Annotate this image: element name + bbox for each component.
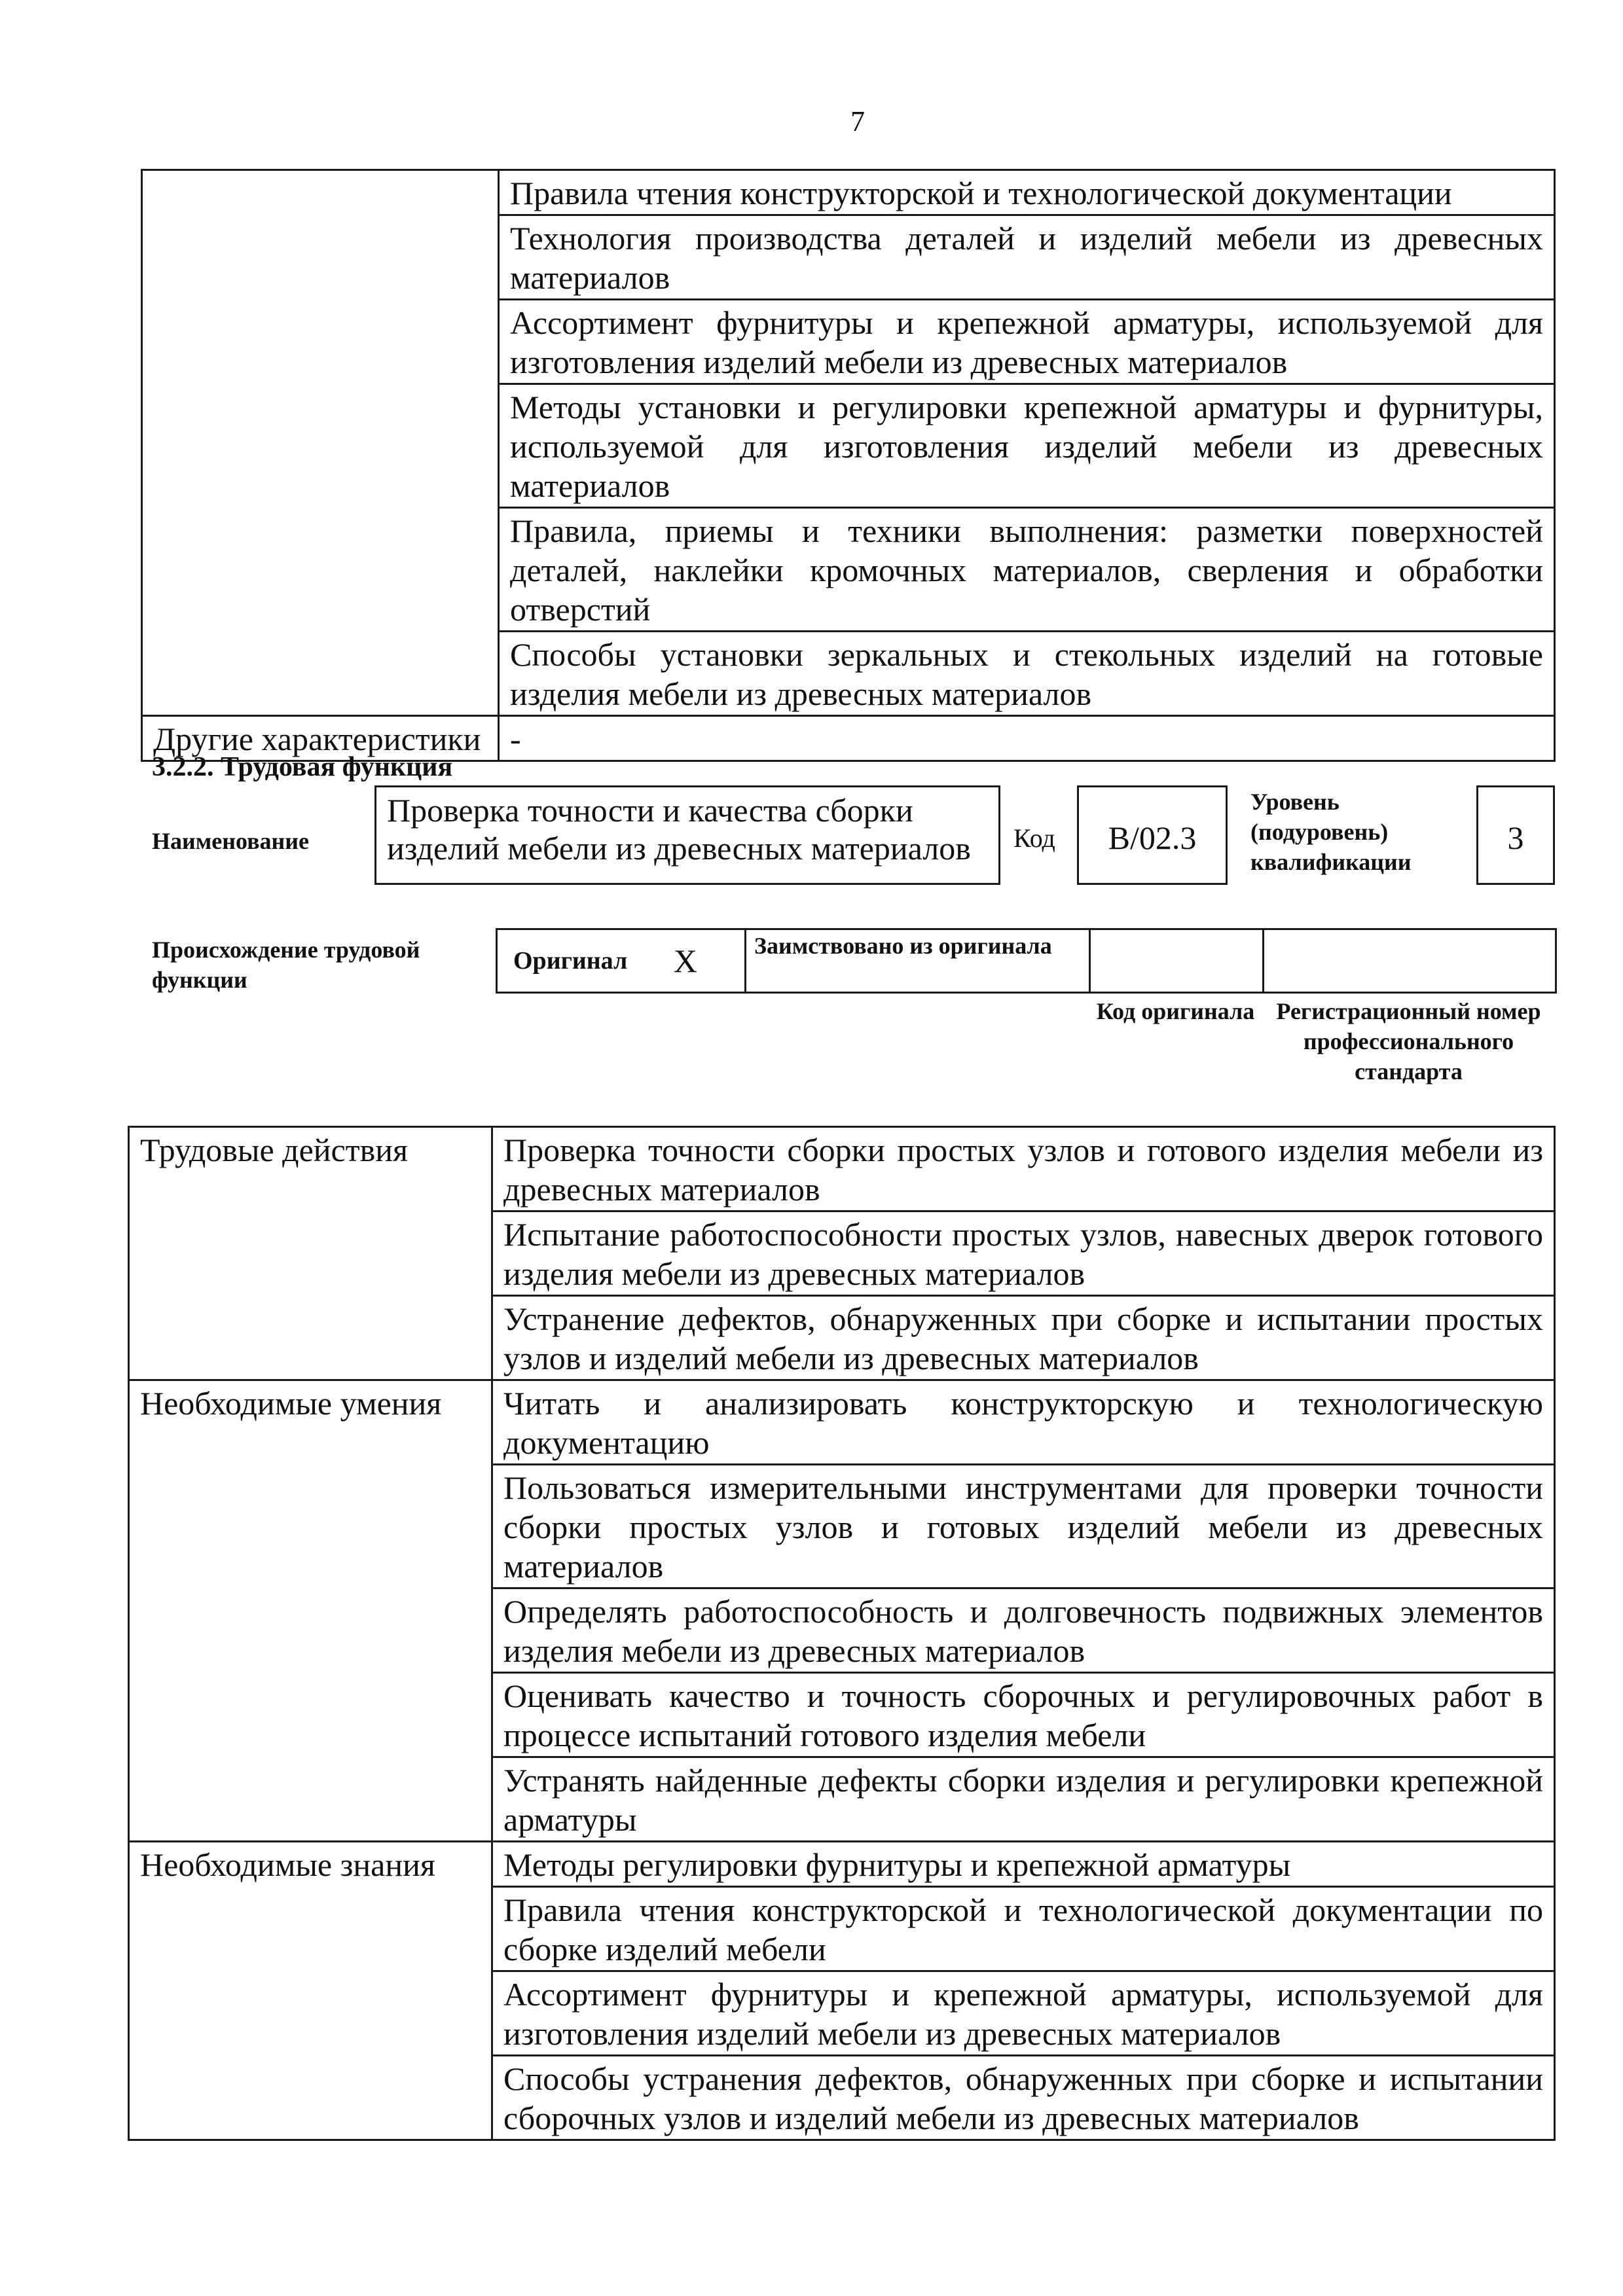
table-row [142,170,1555,215]
table-cell: Устранение дефектов, обнаруженных при сборке и испытании простых узлов и изделий мебели из древесных материалов [492,1296,1555,1380]
table-cell: Оценивать качество и точность сборочных и регулировочных работ в процессе испытаний готового изделия мебели [492,1673,1555,1757]
origin-table [496,928,1557,994]
original-code-cell [1090,929,1264,993]
table-row [129,1127,1555,1211]
table-cell: Правила чтения конструкторской и технологической документации [499,170,1555,215]
reg-number-cell [1264,929,1556,993]
code-box [1077,785,1228,885]
group-label: Необходимые умения [129,1380,492,1842]
function-name-box [374,785,1000,885]
table-cell: Способы устранения дефектов, обнаруженных при сборке и испытании сборочных узлов и изделий мебели из древесных материалов [492,2056,1555,2140]
table-cell: Проверка точности сборки простых узлов и готового изделия мебели из древесных материалов [492,1127,1555,1211]
top-knowledge-table [141,169,1556,762]
code-value: В/02.3 [1108,819,1197,856]
code-caption: Код оригинала [1096,998,1255,1024]
table-cell: Ассортимент фурнитуры и крепежной арматуры, используемой для изготовления изделий мебели из древесных материалов [499,300,1555,384]
page-number: 7 [850,105,865,137]
table-cell: Устранять найденные дефекты сборки изделия и регулировки крепежной арматуры [492,1757,1555,1842]
table-row [497,929,1556,993]
table-cell: Правила, приемы и техники выполнения: разметки поверхностей деталей, наклейки кромочных материалов, сверления и обработки отверстий [499,508,1555,632]
table-cell: Читать и анализировать конструкторскую и технологическую документацию [492,1380,1555,1465]
other-characteristics-value: - [499,716,1555,761]
table-cell: Методы регулировки фурнитуры и крепежной арматуры [492,1842,1555,1887]
level-value: 3 [1507,819,1524,856]
table-cell: Ассортимент фурнитуры и крепежной арматуры, используемой для изготовления изделий мебели из древесных материалов [492,1971,1555,2056]
borrowed-label: Заимствовано из оригинала [746,929,1090,993]
level-label: Уровень (подуровень) квалификации [1250,789,1412,875]
table-cell: Правила чтения конструкторской и технологической документации по сборке изделий мебели [492,1887,1555,1971]
name-label: Наименование [152,828,309,854]
table-cell: Технология производства деталей и изделий мебели из древесных материалов [499,215,1555,300]
function-name: Проверка точности и качества сборки изделий мебели из древесных материалов [387,792,971,867]
original-mark: X [627,929,746,993]
table-cell: Определять работоспособность и долговечность подвижных элементов изделия мебели из древесных материалов [492,1588,1555,1673]
section-title: 3.2.2. Трудовая функция [152,752,453,782]
group-label: Трудовые действия [129,1127,492,1380]
group-label: Необходимые знания [129,1842,492,2140]
table-row [129,1842,1555,1887]
table-cell: Пользоваться измерительными инструментами для проверки точности сборки простых узлов и готовых изделий мебели из древесных материалов [492,1465,1555,1588]
table-cell: Испытание работоспособности простых узлов, навесных дверок готового изделия мебели из древесных материалов [492,1211,1555,1296]
origin-label: Происхождение трудовой функции [152,937,420,993]
table-cell: Методы установки и регулировки крепежной арматуры и фурнитуры, используемой для изготовления изделий мебели из древесных материалов [499,384,1555,508]
labor-function-table [128,1126,1556,2141]
table-row [129,1380,1555,1465]
other-characteristics-label: Другие характеристики [142,716,499,761]
original-label: Оригинал [497,929,627,993]
level-box [1476,785,1555,885]
table-cell: Способы установки зеркальных и стекольных изделий на готовые изделия мебели из древесных материалов [499,632,1555,716]
reg-caption: Регистрационный номер профессионального стандарта [1276,998,1541,1085]
empty-label-cell [142,170,499,716]
code-label: Код [1013,823,1055,853]
